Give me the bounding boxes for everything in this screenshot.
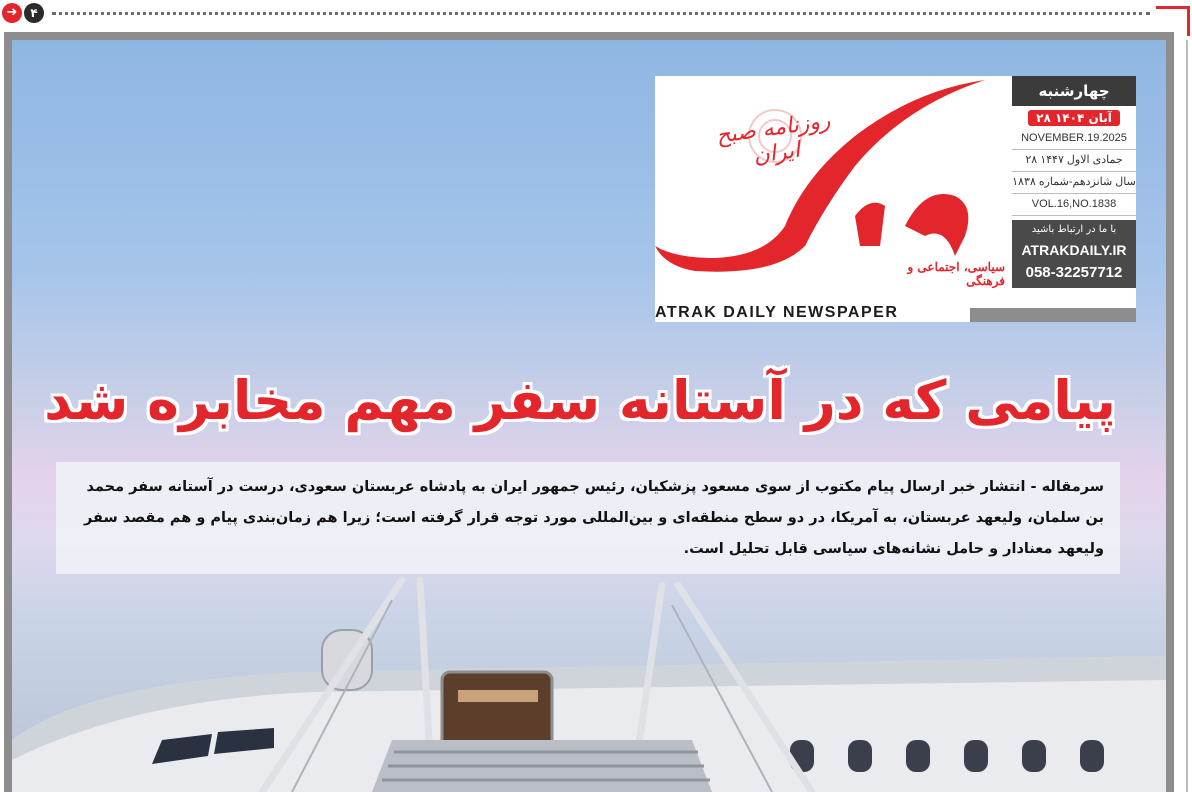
page-number: ۴ xyxy=(24,3,44,23)
logo xyxy=(655,76,1007,304)
masthead xyxy=(655,76,1136,322)
page-badge xyxy=(2,2,46,24)
top-strip xyxy=(0,0,1192,30)
arrow-icon: ➜ xyxy=(2,3,22,23)
contact-box xyxy=(1012,220,1136,288)
logo-tagline: روزنامه صبح ایران xyxy=(714,108,832,170)
website-link[interactable]: ATRAKDAILY.IR xyxy=(1021,242,1127,258)
issue-en: VOL.16,NO.1838 xyxy=(1012,194,1136,216)
date-persian xyxy=(1012,108,1136,128)
contact-label: با ما در ارتباط باشید xyxy=(1031,224,1117,235)
right-rule xyxy=(1186,40,1188,792)
date-hijri: ۲۸ جمادی الاول ۱۴۴۷ xyxy=(1012,150,1136,172)
phone-number: 058-32257712 xyxy=(1025,264,1123,281)
headline: پیامی که در آستانه سفر مهم مخابره شد xyxy=(44,369,1116,432)
logo-subtitle: سیاسی، اجتماعی و فرهنگی xyxy=(907,260,1005,288)
lead-paragraph: سرمقاله - انتشار خبر ارسال پیام مکتوب از سوی مسعود پزشکیان، رئیس جمهور ایران به پادشاه عربستان سعودی، درست در آستانه سفر محمد بن سلمان، ولیعهد عربستان، به آمریکا، در دو سطح منطقه‌ای و بین‌المللی مورد توجه قرار گرفته است؛ زیرا هم زمان‌بندی پیام و هم مقصد سفر ولیعهد معنادار و حامل نشانه‌های سیاسی قابل تحلیل است. xyxy=(56,462,1120,574)
gray-bar xyxy=(970,308,1136,322)
date-gregorian: NOVEMBER.19.2025 xyxy=(1012,128,1136,150)
english-name: ATRAK DAILY NEWSPAPER xyxy=(655,304,899,321)
weekday: چهارشنبه xyxy=(1012,76,1136,106)
date-persian-text: ۲۸ آبان ۱۴۰۴ xyxy=(1028,110,1120,126)
dotted-divider xyxy=(52,12,1150,15)
issue-fa: سال شانزدهم-شماره ۱۸۳۸ xyxy=(1012,172,1136,194)
